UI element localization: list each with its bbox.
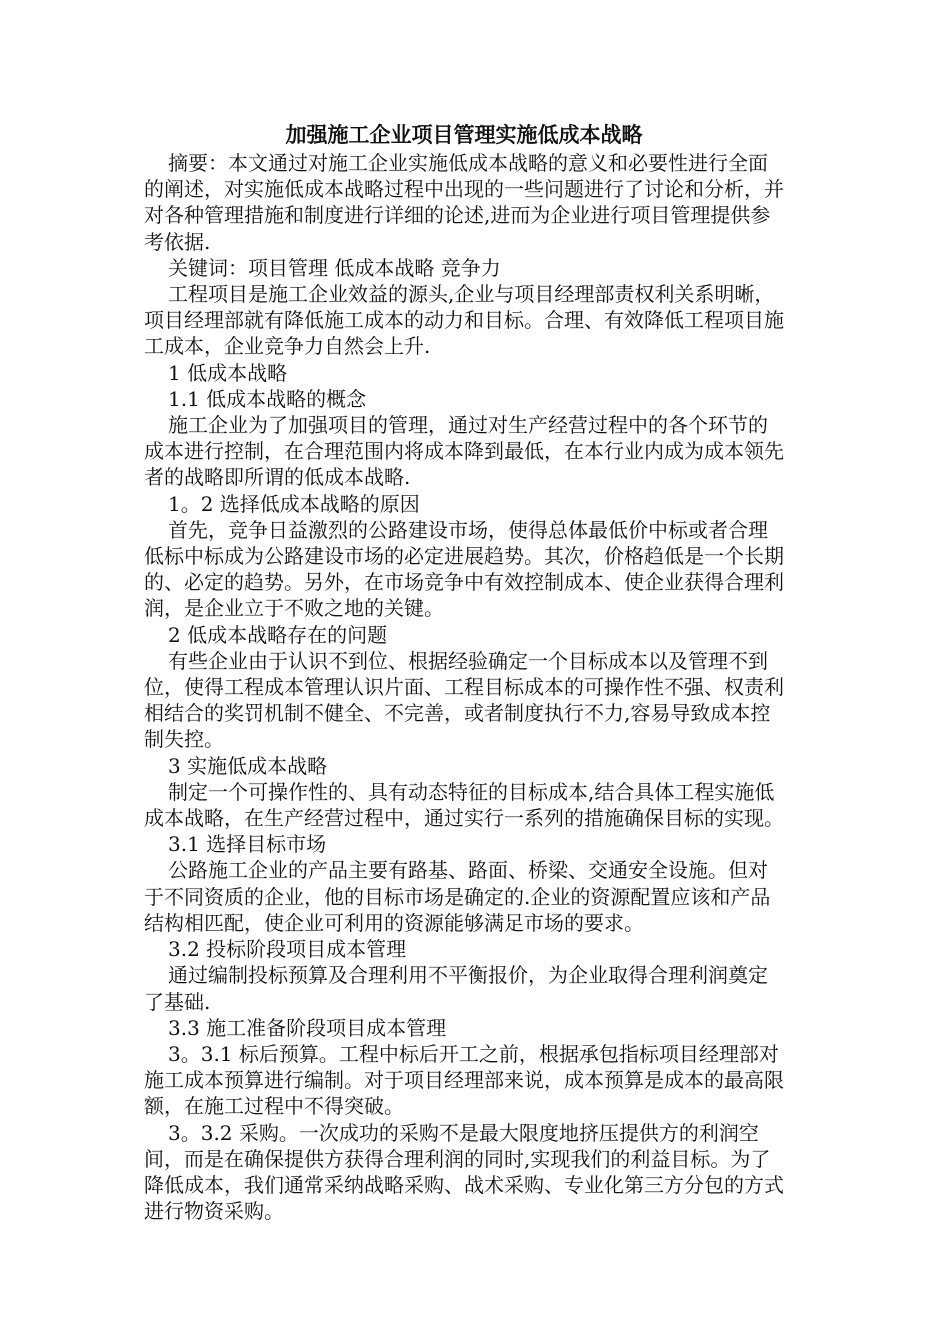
section-heading: 1。2 选择低成本战略的原因 [168, 491, 420, 516]
paragraph: 3。3.2 采购。一次成功的采购不是最大限度地挤压提供方的利润空间，而是在确保提供方获得合理利润的同时,实现我们的利益目标。为了降低成本，我们通常采纳战略采购、战术采购、专业化第三方分包的方式进行物资采购。 [144, 1120, 784, 1224]
section-heading: 3 实施低成本战略 [168, 753, 328, 778]
document-page [144, 120, 784, 1224]
paragraph: 3。3.1 标后预算。工程中标后开工之前，根据承包指标项目经理部对施工成本预算进行编制。对于项目经理部来说，成本预算是成本的最高限额，在施工过程中不得突破。 [144, 1041, 784, 1119]
paragraph: 通过编制投标预算及合理利用不平衡报价，为企业取得合理利润奠定了基础. [144, 963, 768, 1014]
paragraph: 有些企业由于认识不到位、根据经验确定一个目标成本以及管理不到位，使得工程成本管理认识片面、工程目标成本的可操作性不强、权责利相结合的奖罚机制不健全、不完善，或者制度执行不力,容易导致成本控制失控。 [144, 648, 784, 752]
section-heading: 3.3 施工准备阶段项目成本管理 [168, 1015, 447, 1040]
section-heading: 关键词：项目管理 低成本战略 竞争力 [168, 255, 501, 280]
paragraph: 工程项目是施工企业效益的源头,企业与项目经理部责权利关系明晰，项目经理部就有降低施工成本的动力和目标。合理、有效降低工程项目施工成本，企业竞争力自然会上升. [144, 282, 784, 359]
paragraph: 首先，竞争日益激烈的公路建设市场，使得总体最低价中标或者合理低标中标成为公路建设市场的必定进展趋势。其次，价格趋低是一个长期的、必定的趋势。另外，在市场竞争中有效控制成本、使企业获得合理利润，是企业立于不败之地的关键。 [144, 517, 784, 621]
paragraph: 公路施工企业的产品主要有路基、路面、桥梁、交通安全设施。但对于不同资质的企业，他的目标市场是确定的.企业的资源配置应该和产品结构相匹配，使企业可利用的资源能够满足市场的要求。 [144, 858, 771, 935]
paragraph: 施工企业为了加强项目的管理，通过对生产经营过程中的各个环节的成本进行控制，在合理范围内将成本降到最低，在本行业内成为成本领先者的战略即所谓的低成本战略. [144, 413, 784, 490]
paragraph: 制定一个可操作性的、具有动态特征的目标成本,结合具体工程实施低成本战略，在生产经营过程中，通过实行一系列的措施确保目标的实现。 [144, 779, 784, 831]
section-heading: 3.1 选择目标市场 [168, 832, 327, 857]
section-heading: 3.2 投标阶段项目成本管理 [168, 937, 407, 962]
section-heading: 1 低成本战略 [168, 360, 288, 385]
section-heading: 2 低成本战略存在的问题 [168, 622, 388, 647]
document-title: 加强施工企业项目管理实施低成本战略 [285, 122, 643, 147]
paragraph: 摘要：本文通过对施工企业实施低成本战略的意义和必要性进行全面的阐述，对实施低成本战略过程中出现的一些问题进行了讨论和分析，并对各种管理措施和制度进行详细的论述,进而为企业进行项目管理提供参考依据. [144, 151, 784, 254]
document-body [144, 150, 784, 1224]
section-heading: 1.1 低成本战略的概念 [168, 386, 367, 411]
